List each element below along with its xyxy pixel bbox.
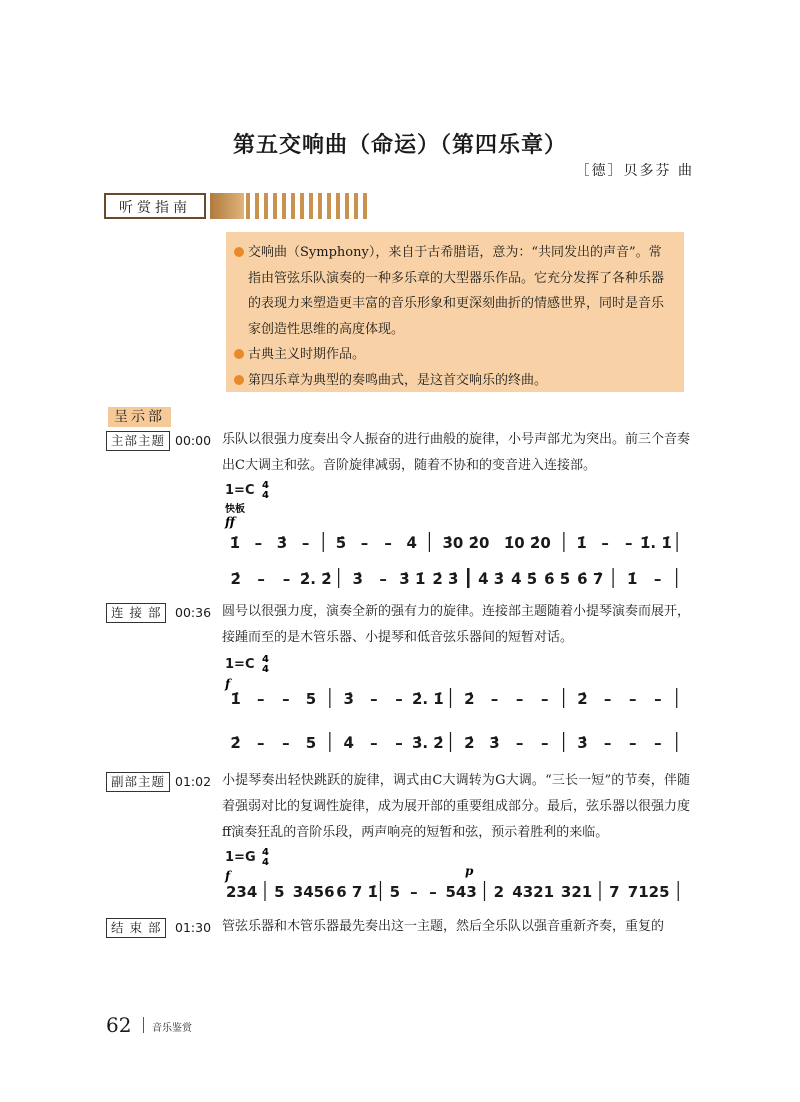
score-note: – <box>515 690 524 708</box>
guide-bullet-text: 第四乐章为典型的奏鸣曲式，是这首交响乐的终曲。 <box>248 372 548 388</box>
score-note: 4321 <box>512 883 555 901</box>
theme-time-secondary: 01:02 <box>175 774 212 789</box>
score-note: – <box>429 883 437 901</box>
listening-guide-box <box>226 232 684 392</box>
score-note: – <box>370 734 378 752</box>
score-dynamic: f <box>225 677 231 691</box>
section-exposition-tag: 呈示部 <box>108 407 171 427</box>
theme-description-secondary: 小提琴奏出轻快跳跃的旋律，调式由C大调转为G大调。“三长一短”的节奏，伴随着强弱对比的复调性旋律，成为展开部的重要组成部分。最后，弦乐器以很强力度ff演奏狂乱的音阶乐段，两声响亮的短暂和弦，预示着胜利的来临。 <box>222 773 691 840</box>
score-note: – <box>254 534 263 552</box>
score-note: 5 <box>389 883 401 901</box>
score-dynamic-2: p <box>465 864 474 878</box>
score-note: – <box>601 534 609 552</box>
score-note: 543 <box>445 883 477 901</box>
score-key: 1=C <box>225 483 255 498</box>
svg-text:4: 4 <box>262 857 269 868</box>
score-note: – <box>395 734 403 752</box>
score-rows <box>230 688 676 752</box>
score-note: – <box>282 570 291 588</box>
book-title: 音乐鉴赏 <box>152 1023 192 1034</box>
score-note: – <box>384 534 392 552</box>
listening-guide-banner <box>104 193 324 223</box>
theme-time-closing: 01:30 <box>175 920 212 935</box>
score-note: 3̇ <box>343 690 354 708</box>
bullet-dot-icon <box>234 349 244 359</box>
score-note: 3̇ <box>276 534 288 552</box>
theme-label-closing: 结 束 部 <box>106 918 166 938</box>
score-note: 3456 <box>292 883 335 901</box>
score-note: – <box>490 690 499 708</box>
score-note: 1̇ <box>626 570 638 588</box>
score-dynamic: ff <box>225 515 235 529</box>
score-note: 6̇ 5̇ <box>544 570 571 588</box>
score-note: – <box>282 734 290 752</box>
score-note: 3̇ <box>577 734 588 752</box>
listening-guide-label: 听赏指南 <box>104 193 206 219</box>
guide-bullet <box>234 240 672 342</box>
score-note: 6 7 1̇ <box>336 883 378 901</box>
score-note: – <box>654 734 662 752</box>
score-note: – <box>395 690 403 708</box>
score-note: 3̇ 1̇ <box>399 570 426 588</box>
score-note: – <box>257 570 265 588</box>
score-note: 2̇ <box>230 570 241 588</box>
score-note: 3̇. 2̇ <box>411 734 444 752</box>
score-note: – <box>628 734 637 752</box>
score-note: 4̇ 3̇ <box>478 570 505 588</box>
score-note: 7125 <box>627 883 670 901</box>
theme-time-transition: 00:36 <box>175 605 212 620</box>
score-note: – <box>603 690 612 708</box>
bullet-dot-icon <box>234 375 244 385</box>
score-note: – <box>410 883 418 901</box>
score-secondary-theme <box>215 845 695 915</box>
theme-description-closing: 管弦乐器和木管乐器最先奏出这一主题，然后全乐队以强音重新齐奏，重复的 <box>222 919 665 934</box>
svg-text:4: 4 <box>262 847 269 858</box>
score-note: – <box>628 690 637 708</box>
score-note: 4̇ 5̇ <box>511 570 538 588</box>
score-note: – <box>370 690 378 708</box>
score-note: – <box>603 734 612 752</box>
theme-label-transition: 连 接 部 <box>106 603 166 623</box>
svg-text:4: 4 <box>262 490 269 501</box>
guide-bullet <box>234 342 672 368</box>
svg-text:4: 4 <box>262 664 269 675</box>
score-note: 5 <box>274 883 285 901</box>
score-note: 4̇ <box>343 734 354 752</box>
score-note: 321 <box>560 883 593 901</box>
theme-description-main: 乐队以很强力度奏出令人振奋的进行曲般的旋律，小号声部尤为突出。前三个音奏出C大调主和弦。音阶旋律减弱，随着不协和的变音进入连接部。 <box>222 432 691 473</box>
score-note: – <box>360 534 369 552</box>
score-note: 2̇ <box>230 734 241 752</box>
score-note: 234 <box>225 883 258 901</box>
theme-label-main: 主部主题 <box>106 431 170 451</box>
score-note: 1̇ <box>576 534 587 552</box>
score-note: 2̇ <box>577 690 588 708</box>
bullet-dot-icon <box>234 247 244 257</box>
score-note: 5 <box>305 690 317 708</box>
score-note: – <box>653 570 662 588</box>
score-note: – <box>282 690 290 708</box>
score-note: – <box>379 570 387 588</box>
theme-label-secondary: 副部主题 <box>106 772 170 792</box>
score-note: 2̇. 1̇ <box>411 690 444 708</box>
score-note: 3̇0 2̇0 <box>442 534 490 552</box>
score-note: 3̇ <box>352 570 363 588</box>
score-tempo: 快板 <box>225 504 245 515</box>
page-number: 62 <box>106 1013 132 1037</box>
score-note: 2̇ <box>464 690 475 708</box>
score-transition <box>215 652 695 772</box>
composer-credit: ［德］贝多芬 曲 <box>575 163 694 179</box>
score-note: 6̇ 7̇ <box>577 570 604 588</box>
theme-time-main: 00:00 <box>175 433 212 448</box>
footer-divider <box>143 1017 144 1033</box>
theme-description-transition: 圆号以很强力度，演奏全新的强有力的旋律。连接部主题随着小提琴演奏而展开，接踵而至的是木管乐器、小提琴和低音弦乐器间的短暂对话。 <box>222 604 691 645</box>
score-note: – <box>654 690 662 708</box>
score-note: 4̇ <box>406 534 417 552</box>
guide-bullet-text: 交响曲（Symphony），来自于古希腊语，意为：“共同发出的声音”。常指由管弦乐队演奏的一种多乐章的大型器乐作品。它充分发挥了各种乐器的表现力来塑造更丰富的音乐形象和更深刻曲折的情感世界，同时是音乐家创造性思维的高度体现。 <box>248 245 665 337</box>
score-note: – <box>540 734 549 752</box>
score-note: 1̇0 2̇0 <box>503 534 551 552</box>
score-note: – <box>624 534 633 552</box>
score-key: 1=G <box>225 850 256 865</box>
banner-gradient-decoration <box>210 193 244 219</box>
score-note: 2 <box>493 883 505 901</box>
guide-bullet <box>234 368 672 394</box>
svg-text:4: 4 <box>262 480 269 491</box>
score-note: 1̇ <box>229 534 241 552</box>
score-note: 2̇. 2̇ <box>299 570 332 588</box>
score-note: 1̇. 1̇ <box>639 534 672 552</box>
score-note: 2̇ 3̇ <box>432 570 459 588</box>
score-note: 3̇ <box>489 734 500 752</box>
score-note: – <box>256 734 265 752</box>
score-note: – <box>256 690 265 708</box>
score-rows <box>230 532 678 588</box>
score-main-theme <box>215 478 695 598</box>
score-note: – <box>301 534 310 552</box>
score-note: – <box>515 734 524 752</box>
score-note: 5 <box>305 734 317 752</box>
svg-text:4: 4 <box>262 654 269 665</box>
page-title: 第五交响曲（命运）（第四乐章） <box>232 132 567 158</box>
score-dynamic: f <box>225 869 231 883</box>
score-key: 1=C <box>225 657 255 672</box>
score-note: 5̇ <box>335 534 347 552</box>
score-note: 1̇ <box>230 690 241 708</box>
banner-stripes-decoration <box>246 193 367 219</box>
score-note: 7 <box>609 883 620 901</box>
score-rows <box>226 881 678 901</box>
guide-bullet-text: 古典主义时期作品。 <box>248 347 366 362</box>
score-note: 2̇ <box>464 734 475 752</box>
score-note: – <box>540 690 549 708</box>
